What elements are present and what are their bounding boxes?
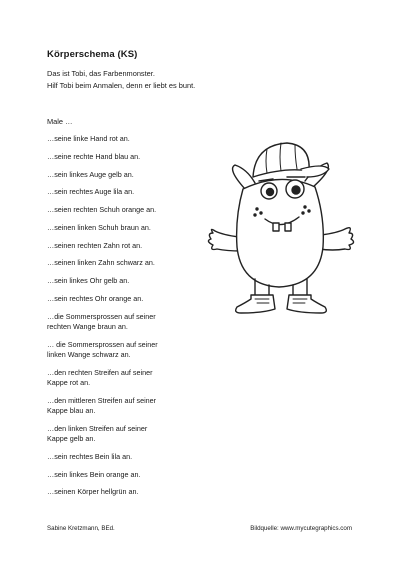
list-item: …sein linkes Ohr gelb an. xyxy=(47,276,130,286)
list-item: …seinen rechten Zahn rot an. xyxy=(47,240,143,250)
left-shoe xyxy=(236,295,275,313)
intro-line: Hilf Tobi beim Anmalen, denn er liebt es bunt. xyxy=(47,80,196,90)
footer-image-source: Bildquelle: www.mycutegraphics.com xyxy=(250,525,352,532)
coloring-instructions-list xyxy=(47,134,207,505)
list-item: …sein rechtes Ohr orange an. xyxy=(47,294,144,304)
footer-author: Sabine Kretzmann, BEd. xyxy=(47,525,115,532)
list-item: …seinen linken Schuh braun an. xyxy=(47,222,151,232)
list-item: …sein rechtes Bein lila an. xyxy=(47,451,133,461)
list-item: …seine rechte Hand blau an. xyxy=(47,151,141,161)
list-item: …sein linkes Bein orange an. xyxy=(47,469,141,479)
right-shoe xyxy=(287,295,326,313)
list-item: …die Sommersprossen auf seiner rechten Wange braun an. xyxy=(47,311,156,332)
cap xyxy=(253,143,309,177)
list-item: …seine linke Hand rot an. xyxy=(47,134,130,143)
list-item: …sein rechtes Auge lila an. xyxy=(47,187,135,197)
left-tooth xyxy=(273,223,279,231)
right-arm xyxy=(319,228,354,250)
list-item: …seinen linken Zahn schwarz an. xyxy=(47,258,155,268)
right-tooth xyxy=(285,223,291,231)
list-item: … die Sommersprossen auf seiner linken Wange schwarz an. xyxy=(47,339,158,360)
list-item: …seinen Körper hellgrün an. xyxy=(47,487,139,497)
list-item: …den rechten Streifen auf seiner Kappe rot an. xyxy=(47,367,153,388)
intro-text xyxy=(47,68,195,91)
instruction-prompt: Male … xyxy=(47,117,73,126)
intro-line: Das ist Tobi, das Farbenmonster. xyxy=(47,69,155,78)
monster-illustration xyxy=(205,127,355,327)
monster-body xyxy=(237,179,324,287)
page-title: Körperschema (KS) xyxy=(47,49,138,60)
list-item: …den mittleren Streifen auf seiner Kappe blau an. xyxy=(47,395,157,416)
list-item: …sein linkes Auge gelb an. xyxy=(47,169,134,179)
list-item: …den linken Streifen auf seiner Kappe gelb an. xyxy=(47,423,148,444)
list-item: …seien rechten Schuh orange an. xyxy=(47,205,157,215)
